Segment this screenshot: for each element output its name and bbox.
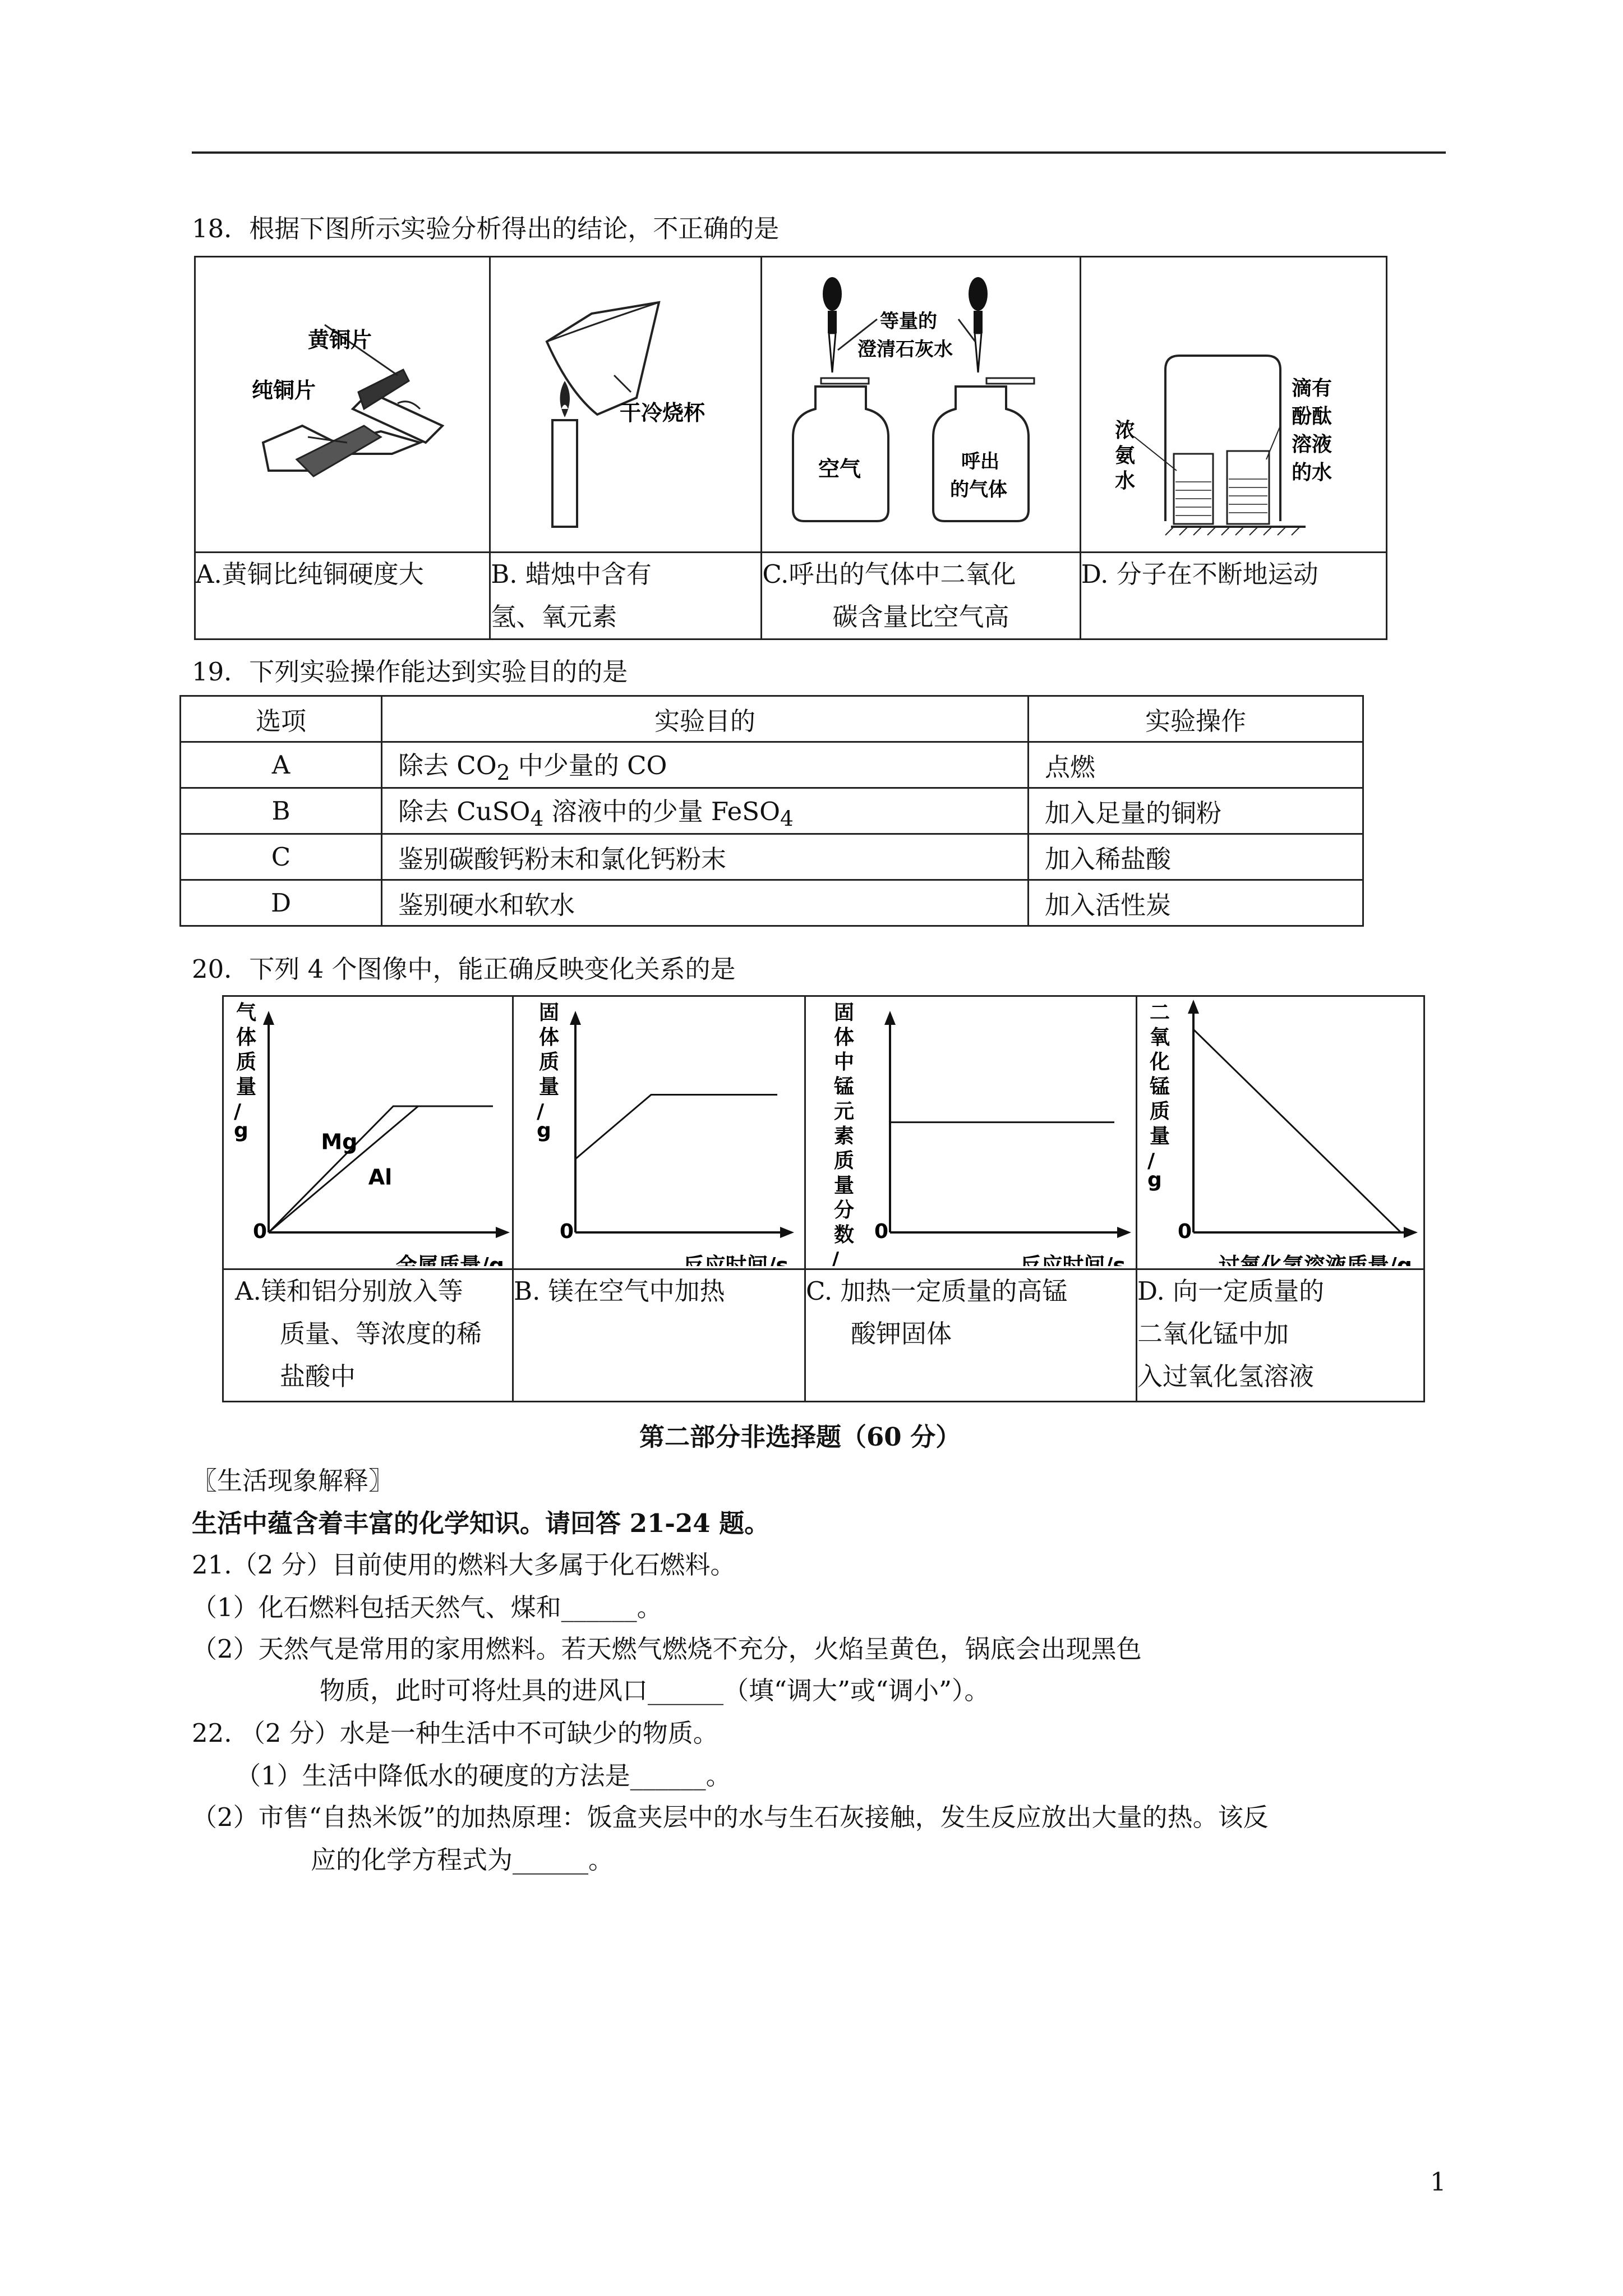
origin-label: 0 (253, 1220, 268, 1243)
phenol-label-3: 的水 (1291, 461, 1332, 484)
origin-label: 0 (874, 1220, 889, 1243)
x-axis-arrow-icon (1117, 1227, 1131, 1238)
q20-title: 20．下列 4 个图像中，能正确反映变化关系的是 (192, 954, 736, 984)
q19-header-goal: 实验目的 (382, 696, 1029, 742)
y-axis-label-char: / (234, 1100, 242, 1123)
y-axis-label-char: 体 (539, 1026, 560, 1049)
q21-title: 21.（2 分）目前使用的燃料大多属于化石燃料。 (192, 1550, 736, 1580)
q20-chart-d-cell (1137, 996, 1424, 1269)
y-axis-label-char: 固 (834, 1001, 855, 1024)
y-axis-label-char: 量 (1150, 1125, 1170, 1148)
chart-c (806, 997, 1136, 1266)
y-axis-label-char: 数 (834, 1223, 855, 1246)
x-axis-label: 反应时间/s (1020, 1253, 1126, 1266)
chart-d (1137, 997, 1423, 1266)
q18-option-a: A.黄铜比纯铜硬度大 (195, 553, 490, 639)
ammonia-label-1: 氨 (1114, 444, 1135, 467)
q20-chart-b-cell (513, 996, 805, 1269)
y-axis-label-char: 分 (834, 1199, 855, 1222)
ammonia-beaker (1174, 454, 1213, 524)
y-axis-label-char: 量 (236, 1075, 257, 1098)
equal-lime-label1: 等量的 (880, 310, 938, 333)
y-axis-label-char: 元 (834, 1100, 855, 1123)
q20-chart-a-cell (223, 996, 513, 1269)
ammonia-label-0: 浓 (1114, 419, 1135, 442)
y-axis-label-char: g (234, 1119, 248, 1142)
y-axis-label-char: 质 (1150, 1100, 1170, 1123)
y-axis-label-char: 锰 (1150, 1075, 1170, 1098)
x-axis-label: 金属质量/g (395, 1253, 504, 1266)
x-axis-label: 反应时间/s (683, 1253, 789, 1266)
q20-option-d: D. 向一定质量的 二氧化锰中加 入过氧化氢溶液 (1137, 1269, 1424, 1402)
part2-heading: 第二部分非选择题（60 分） (639, 1422, 961, 1452)
equal-lime-label2: 澄清石灰水 (857, 338, 953, 361)
phenol-label-0: 滴有 (1291, 377, 1332, 400)
breath-label2: 的气体 (950, 478, 1008, 501)
y-axis-arrow-icon (884, 1011, 896, 1025)
y-axis-label-char: 气 (236, 1001, 257, 1024)
q18-title: 18．根据下图所示实验分析得出的结论，不正确的是 (192, 214, 780, 243)
phenol-label-1: 酚酞 (1291, 405, 1332, 428)
x-axis-label: 过氧化氢溶液质量/g (1218, 1253, 1412, 1266)
y-axis-label-char: / (537, 1100, 545, 1123)
y-axis-label-char: 氧 (1150, 1026, 1170, 1049)
y-axis-label-char: 质 (539, 1051, 560, 1074)
candle (552, 420, 577, 527)
dropper-left (823, 277, 842, 372)
candle-beaker-figure (491, 257, 760, 549)
y-axis-label-char: / (1147, 1149, 1155, 1172)
table-row: A 除去 $CO_2$ 中少量的 CO 点燃 (181, 742, 1363, 788)
q20-table (222, 995, 1425, 1402)
air-label: 空气 (818, 457, 861, 481)
q22-title: 22. （2 分）水是一种生活中不可缺少的物质。 (192, 1718, 718, 1748)
q18-fig-d (1080, 257, 1386, 553)
brass-scratch-figure (196, 257, 487, 549)
x-axis-arrow-icon (496, 1227, 510, 1238)
y-axis-label-char: / (832, 1248, 840, 1266)
chart-b (514, 997, 804, 1266)
header-rule (192, 151, 1446, 154)
x-axis-arrow-icon (1404, 1227, 1418, 1238)
x-axis-arrow-icon (780, 1227, 794, 1238)
q22-sub1: （1）生活中降低水的硬度的方法是______。 (236, 1761, 731, 1791)
table-row: C 鉴别碳酸钙粉末和氯化钙粉末 加入稀盐酸 (181, 834, 1363, 880)
q21-sub2a: （2）天然气是常用的家用燃料。若天燃气燃烧不充分，火焰呈黄色，锅底会出现黑色 (192, 1634, 1142, 1664)
q20-chart-c-cell (805, 996, 1137, 1269)
y-axis-label-char: 素 (834, 1125, 855, 1148)
y-axis-label-char: 中 (834, 1051, 855, 1074)
series-line (575, 1095, 777, 1159)
page-number: 1 (1430, 2167, 1446, 2197)
y-axis-arrow-icon (263, 1011, 274, 1025)
y-axis-label-char: 体 (834, 1026, 855, 1049)
y-axis-label-char: 固 (539, 1001, 560, 1024)
q22-sub2a: （2）市售“自热米饭”的加热原理：饭盒夹层中的水与生石灰接触，发生反应放出大量的热。该反 (192, 1802, 1269, 1832)
q19-header-option: 选项 (181, 696, 382, 742)
y-axis-label-char: 质 (834, 1149, 855, 1172)
q20-option-a: A.镁和铝分别放入等 质量、等浓度的稀 盐酸中 (223, 1269, 513, 1402)
q19-table (179, 695, 1364, 927)
ammonia-label-2: 水 (1114, 470, 1135, 493)
chart-a (224, 997, 512, 1266)
breath-label1: 呼出 (961, 450, 1000, 473)
y-axis-label-char: 量 (539, 1075, 560, 1098)
y-axis-label-char: 二 (1150, 1001, 1170, 1024)
flame-icon (560, 381, 570, 417)
q18-table (194, 256, 1387, 640)
y-axis-label-char: 量 (834, 1174, 855, 1197)
q21-sub1: （1）化石燃料包括天然气、煤和______。 (192, 1593, 662, 1622)
q18-option-d: D. 分子在不断地运动 (1080, 553, 1386, 639)
y-axis-label-char: 质 (236, 1051, 257, 1074)
series-label: Mg (321, 1129, 358, 1154)
limewater-figure (762, 257, 1076, 549)
q20-option-b: B. 镁在空气中加热 (513, 1269, 805, 1402)
q18-fig-b (490, 257, 762, 553)
y-axis-label-char: 化 (1150, 1051, 1170, 1074)
origin-label: 0 (560, 1220, 574, 1243)
q21-sub2b: 物质，此时可将灶具的进风口______（填“调大”或“调小”）。 (320, 1676, 990, 1705)
q22-sub2b: 应的化学方程式为______。 (311, 1845, 614, 1875)
y-axis-arrow-icon (570, 1011, 581, 1025)
part2-intro: 生活中蕴含着丰富的化学知识。请回答 21-24 题。 (192, 1508, 770, 1538)
molecule-motion-figure (1081, 257, 1384, 549)
phenol-label-2: 溶液 (1291, 433, 1332, 456)
q19-header-operation: 实验操作 (1029, 696, 1363, 742)
q18-option-c: C.呼出的气体中二氧化 碳含量比空气高 (762, 553, 1080, 639)
y-axis-label-char: g (1147, 1168, 1162, 1191)
y-axis-label-char: 体 (236, 1026, 257, 1049)
brass-label: 黄铜片 (308, 328, 372, 352)
dropper-right (969, 277, 988, 372)
series-label: Al (368, 1165, 393, 1190)
table-row: B 除去 CuSO$_4$ 溶液中的少量 FeSO$_4$ 加入足量的铜粉 (181, 788, 1363, 834)
q19-title: 19．下列实验操作能达到实验目的的是 (192, 657, 628, 687)
y-axis-label-char: 锰 (834, 1075, 855, 1098)
air-bottle (793, 386, 888, 521)
q18-fig-c (762, 257, 1080, 553)
origin-label: 0 (1178, 1220, 1192, 1243)
table-row: D 鉴别硬水和软水 加入活性炭 (181, 880, 1363, 926)
y-axis-label-char: g (537, 1119, 551, 1142)
q18-option-b: B. 蜡烛中含有 氢、氧元素 (490, 553, 762, 639)
part2-bracket: 〖生活现象解释〗 (192, 1466, 394, 1496)
q20-option-c: C. 加热一定质量的高锰 酸钾固体 (805, 1269, 1137, 1402)
dry-beaker-label: 干冷烧杯 (620, 401, 706, 425)
copper-label: 纯铜片 (252, 378, 316, 403)
series-line (1193, 1029, 1401, 1232)
q18-fig-a (195, 257, 490, 553)
y-axis-arrow-icon (1188, 1000, 1199, 1014)
